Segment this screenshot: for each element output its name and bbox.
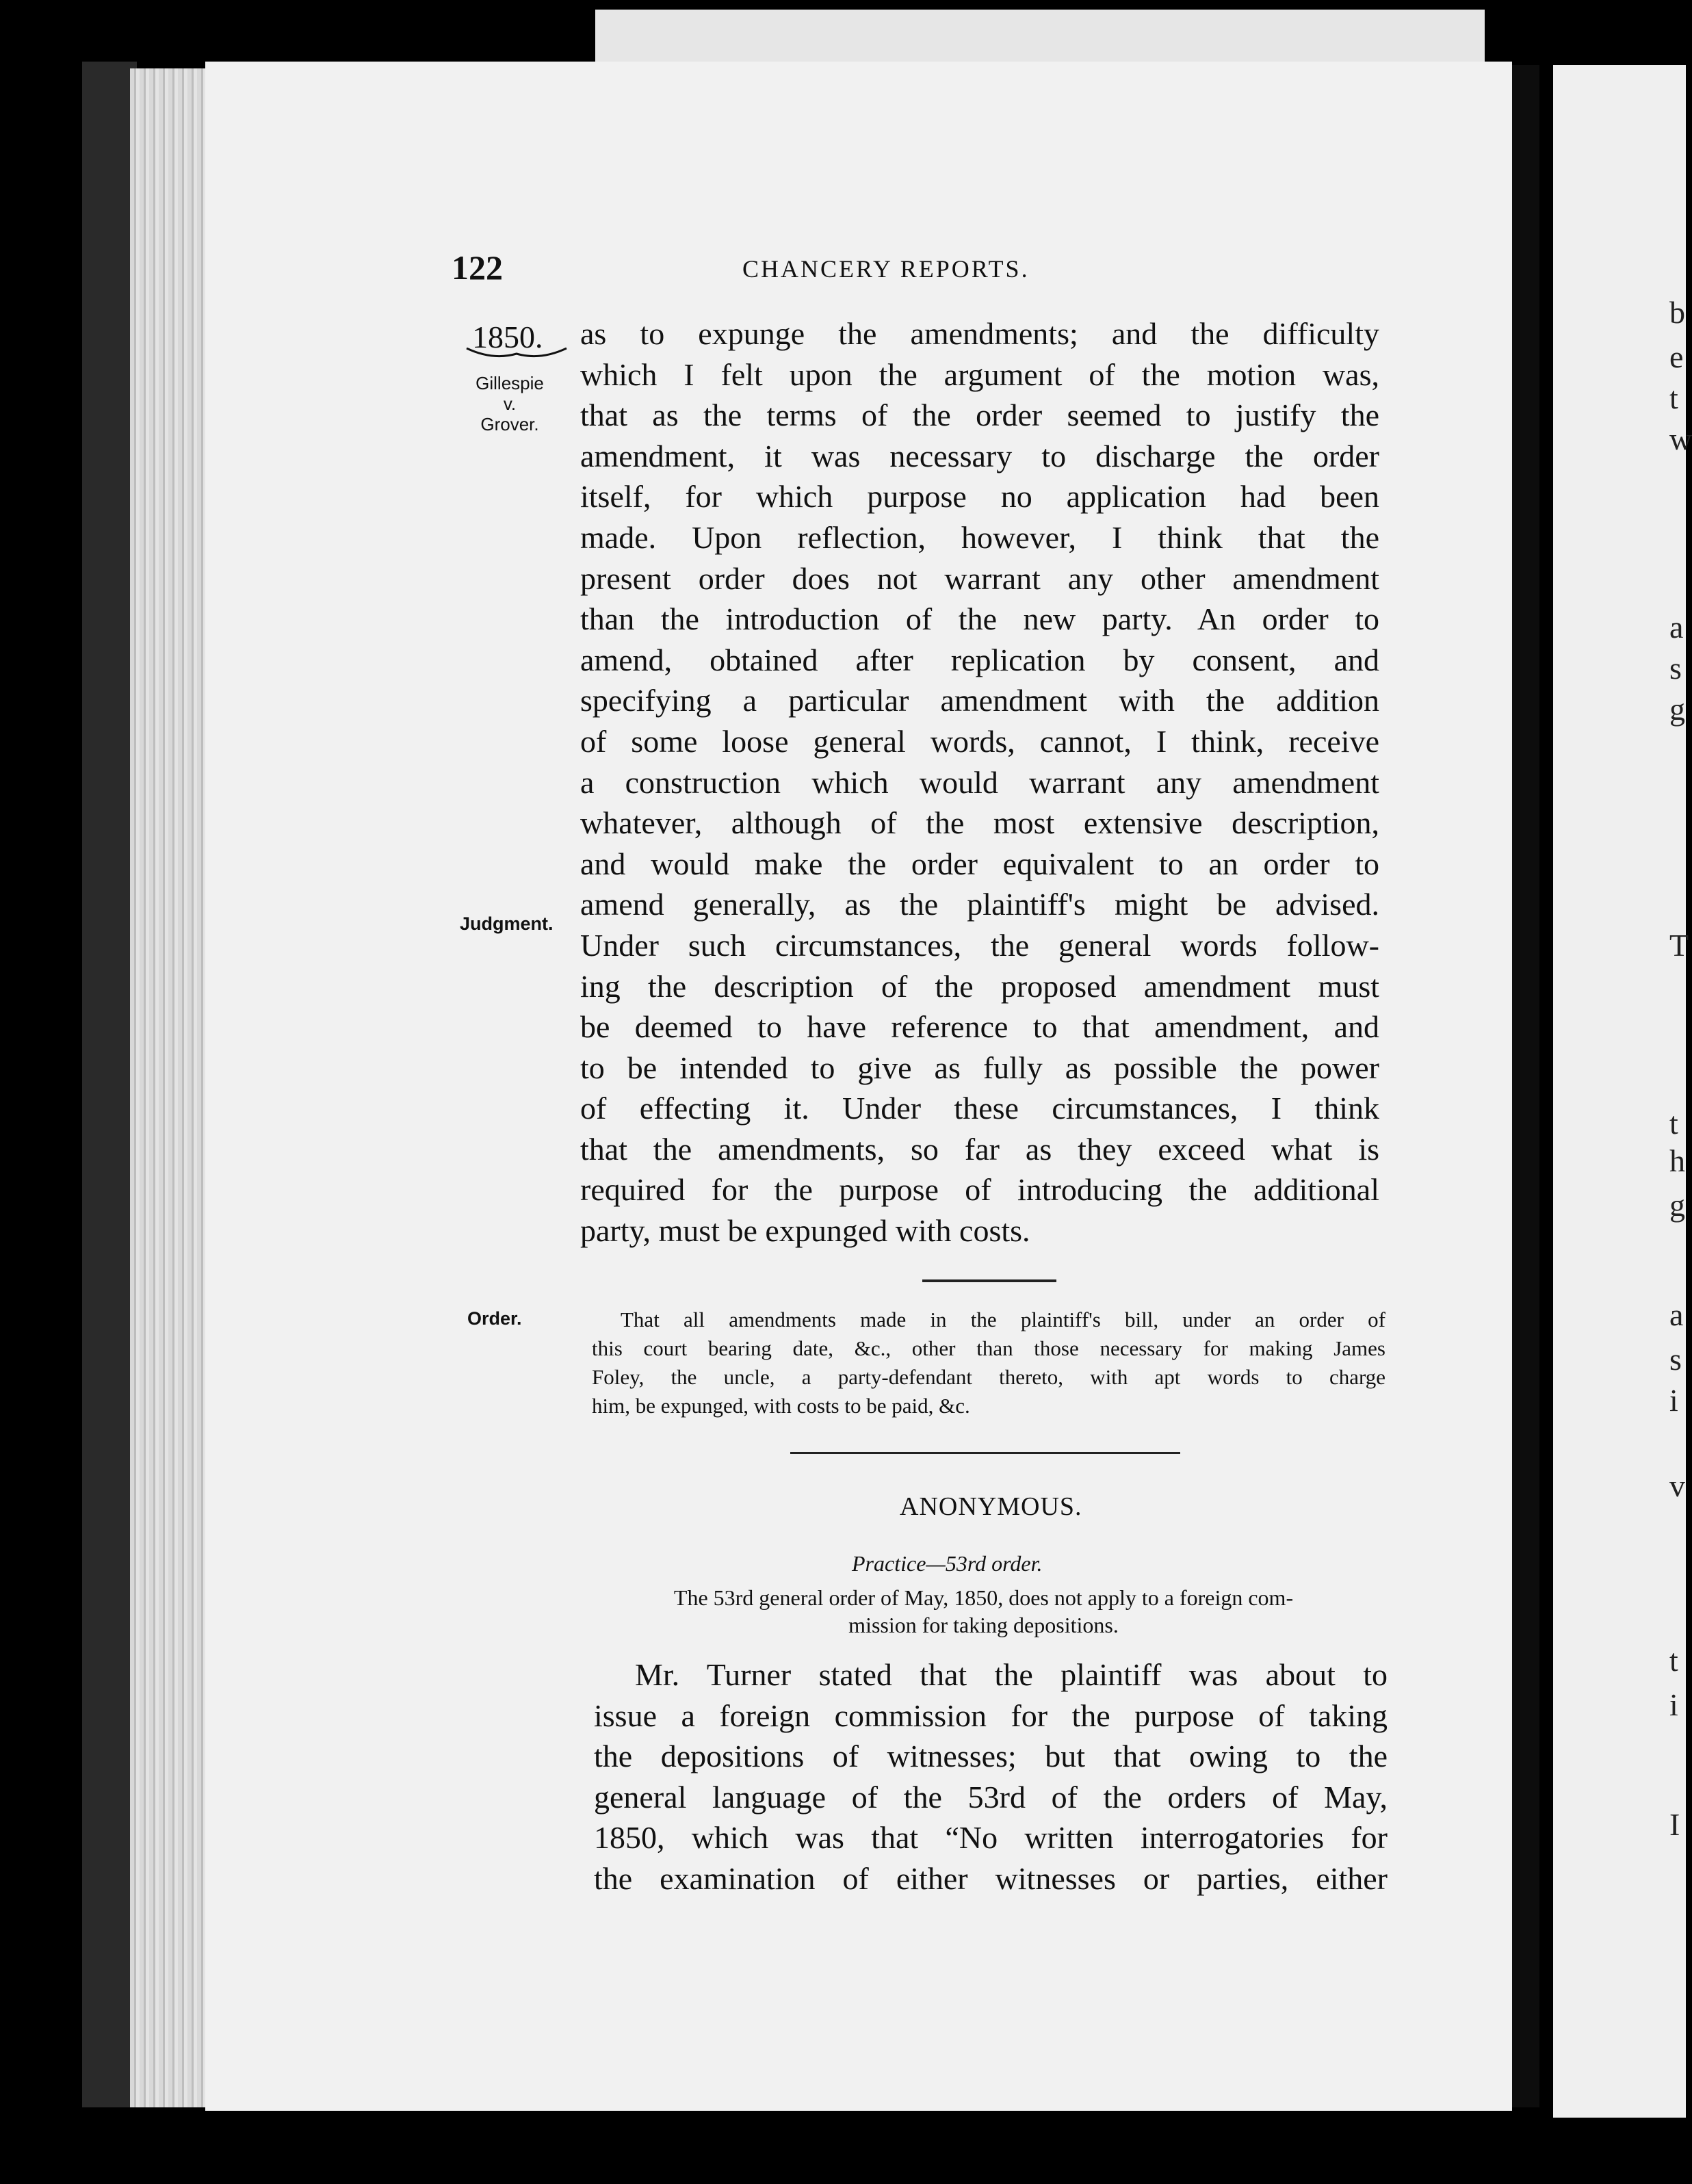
order-text [592,1305,1385,1420]
case-versus: v. [503,393,517,414]
text-line: as to expunge the amendments; and the difficulty [580,316,1379,351]
running-head: CHANCERY REPORTS. [742,255,1030,283]
order-line: Foley, the uncle, a party-defendant thereto, with apt words to charge [592,1365,1385,1389]
text-line: issue a foreign commission for the purpose of taking [594,1698,1388,1733]
margin-case-name [458,373,561,434]
page-edges [130,68,212,2107]
facing-letter: h [1669,1143,1685,1178]
facing-letter: t [1669,1643,1678,1678]
text-line: than the introduction of the new party. An order to [580,601,1379,637]
text-line: required for the purpose of introducing the additional [580,1172,1379,1208]
text-line: the examination of either witnesses or parties, either [594,1860,1388,1896]
case-subject: Practice—53rd order. [852,1551,1043,1576]
facing-letter: g [1669,1188,1685,1223]
page-number: 122 [452,248,503,287]
text-line: amendment, it was necessary to discharge the order [580,438,1379,473]
facing-letter: w [1669,421,1692,456]
case-party-2: Grover. [480,414,539,434]
text-line: general language of the 53rd of the orders of May, [594,1779,1388,1815]
curly-brace [465,346,568,363]
text-line: whatever, although of the most extensive description, [580,805,1379,841]
case-party-1: Gillespie [476,373,544,393]
facing-page-edge [1553,65,1686,2118]
text-line: Mr. Turner stated that the plaintiff was about to [635,1657,1388,1692]
text-line: ing the description of the proposed amendment must [580,968,1379,1004]
text-line: present order does not warrant any other amendment [580,560,1379,596]
text-line: to be intended to give as fully as possible the power [580,1050,1379,1085]
text-line: itself, for which purpose no application had been [580,479,1379,515]
facing-letter: a [1669,610,1684,645]
text-line: made. Upon reflection, however, I think that the [580,519,1379,555]
facing-letter: e [1669,339,1684,374]
facing-letter: t [1669,1106,1678,1141]
order-line: him, be expunged, with costs to be paid, &c. [592,1394,970,1418]
text-line: of some loose general words, cannot, I think, receive [580,723,1379,759]
text-line: which I felt upon the argument of the motion was, [580,356,1379,392]
case-divider [790,1452,1180,1454]
headnote [585,1584,1382,1639]
facing-letter: a [1669,1297,1684,1332]
text-line: amend generally, as the plaintiff's might be advised. [580,887,1379,922]
facing-letter: i [1669,1687,1678,1722]
case-text [594,1654,1388,1899]
facing-letter: t [1669,380,1678,415]
section-divider [922,1279,1056,1282]
text-line: amend, obtained after replication by consent, and [580,642,1379,677]
text-line: 1850, which was that “No written interrogatories for [594,1820,1388,1856]
facing-letter: s [1669,1342,1682,1377]
text-line: Under such circumstances, the general words follow- [580,927,1379,963]
text-line: party, must be expunged with costs. [580,1213,1030,1249]
book-spine [82,62,137,2107]
facing-letter: I [1669,1807,1680,1842]
order-line: this court bearing date, &c., other than those necessary for making James [592,1336,1385,1360]
order-line: That all amendments made in the plaintiff's bill, under an order of [621,1308,1385,1331]
margin-judgment: Judgment. [460,913,554,934]
margin-year: 1850. [472,320,543,354]
facing-letter: T [1669,928,1689,963]
judgment-text [580,313,1379,1251]
margin-order: Order. [467,1308,522,1329]
text-line: specifying a particular amendment with the addition [580,683,1379,718]
headnote-line: mission for taking depositions. [848,1613,1119,1637]
gutter-shadow [1512,65,1539,2107]
text-line: of effecting it. Under these circumstances, I think [580,1091,1379,1126]
text-line: and would make the order equivalent to an order to [580,846,1379,881]
facing-letter: v [1669,1468,1685,1503]
text-line: a construction which would warrant any amendment [580,764,1379,800]
text-line: the depositions of witnesses; but that owing to the [594,1739,1388,1774]
text-line: that as the terms of the order seemed to justify the [580,398,1379,433]
facing-letter: b [1669,295,1685,330]
facing-letter: i [1669,1383,1678,1418]
facing-letter: g [1669,692,1685,727]
facing-letter: s [1669,651,1682,686]
case-title: ANONYMOUS. [900,1492,1082,1521]
text-line: that the amendments, so far as they exceed what is [580,1131,1379,1167]
text-line: be deemed to have reference to that amendment, and [580,1009,1379,1045]
headnote-line: The 53rd general order of May, 1850, does not apply to a foreign com- [673,1585,1294,1610]
